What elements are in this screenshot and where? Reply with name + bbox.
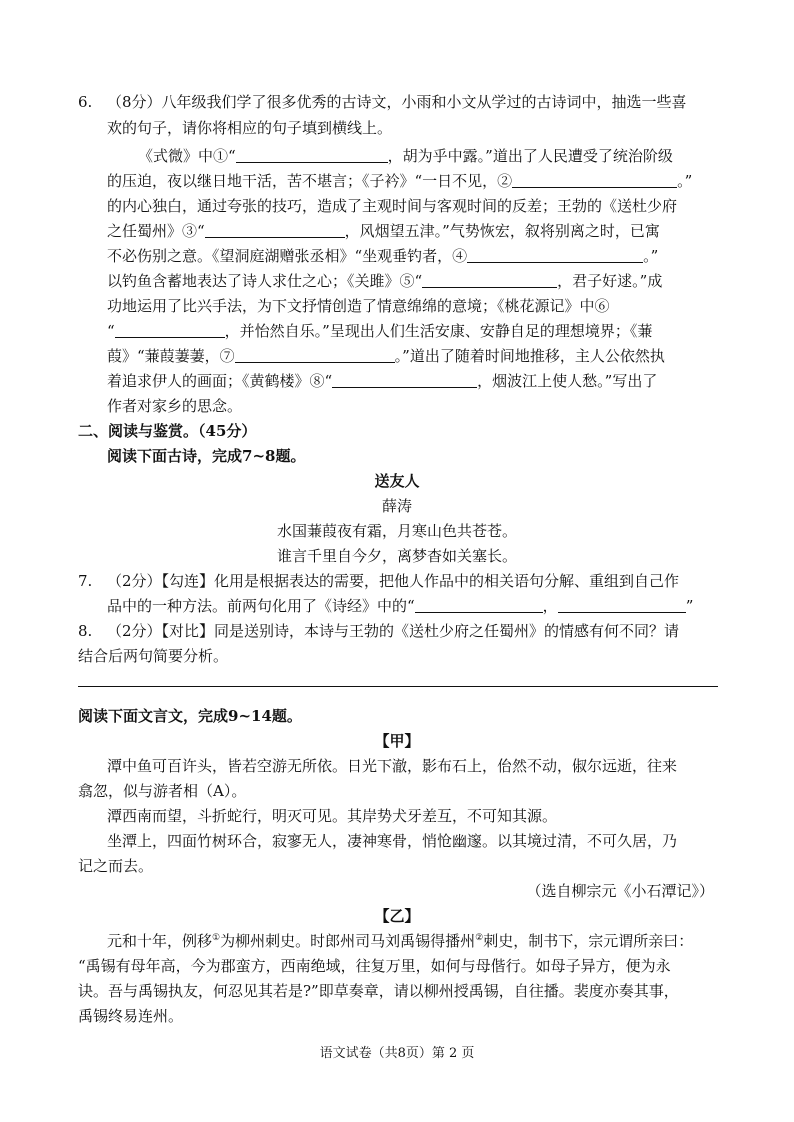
q6-line-9: 功地运用了比兴手法，为下文抒情创造了情意绵绵的意境；《桃花源记》中⑥ <box>107 297 610 315</box>
answer-blank-4[interactable] <box>467 248 643 263</box>
footnote-2-marker: ② <box>475 933 484 943</box>
answer-blank-q7-b[interactable] <box>558 598 686 613</box>
q6-line-7: 不必伤别之意。《望洞庭湖赠张丞相》“坐观垂钓者，④ 。” <box>107 247 659 265</box>
q8-line-1: （2分）【对比】同是送别诗，本诗与王勃的《送杜少府之任蜀州》的情感有何不同？请 <box>107 622 680 640</box>
q6-number: 6. <box>78 93 93 111</box>
q6-line-8: 以钓鱼含蓄地表达了诗人求仕之心；《关雎》⑤“ ，君子好逑。”成 <box>107 272 663 290</box>
poem-line-1: 水国蒹葭夜有霜，月寒山色共苍苍。 <box>276 522 517 540</box>
q6-line-2: 欢的句子，请你将相应的句子填到横线上。 <box>107 119 393 137</box>
classical-instruction: 阅读下面文言文，完成9~14题。 <box>78 707 302 725</box>
yi-line-3: 诀。吾与禹锡执友，何忍见其若是?”即草奏章，请以柳州授禹锡，自往播。裴度亦奏其事， <box>78 982 679 1000</box>
yi-line-1: 元和十年，例移①为柳州刺史。时郎州司马刘禹锡得播州②刺史，制书下，宗元谓所亲曰： <box>107 932 694 950</box>
yi-line-4: 禹锡终易连州。 <box>78 1007 184 1025</box>
q6-line-12: 着追求伊人的画面；《黄鹤楼》⑧“ ，烟波江上使人愁。”写出了 <box>107 372 658 390</box>
q6-line-4: 的压迫，夜以继日地干活，苦不堪言；《子衿》“一日不见，② 。” <box>107 172 693 190</box>
jia-p1-line-1: 潭中鱼可百许头，皆若空游无所依。日光下澈，影布石上，佁然不动，俶尔远逝，往来 <box>107 757 678 775</box>
page-footer: 语文试卷（共8页）第 2 页 <box>319 1046 475 1061</box>
answer-blank-q7-a[interactable] <box>415 598 543 613</box>
q6-line-1: （8分）八年级我们学了很多优秀的古诗文，小雨和小文从学过的古诗词中，抽选一些喜 <box>107 93 687 111</box>
poem-title: 送友人 <box>374 472 420 490</box>
jia-p1-line-2: 翕忽，似与游者相（A）。 <box>78 782 247 800</box>
q6-line-10: “ ，并怡然自乐。”呈现出人们生活安康、安静自足的理想境界；《蒹 <box>107 322 653 340</box>
q6-line-3: 《式微》中①“ ，胡为乎中露。”道出了人民遭受了统治阶级 <box>138 147 673 165</box>
yi-heading: 【乙】 <box>374 907 420 925</box>
poem-instruction: 阅读下面古诗，完成7~8题。 <box>107 447 306 465</box>
answer-blank-1[interactable] <box>236 148 388 163</box>
q7-line-1: （2分）【勾连】化用是根据表达的需要，把他人作品中的相关语句分解、重组到自己作 <box>107 572 680 590</box>
jia-p3-line-2: 记之而去。 <box>78 857 154 875</box>
poem-author: 薛涛 <box>381 497 412 515</box>
answer-blank-2[interactable] <box>512 173 677 188</box>
jia-source: （选自柳宗元《小石潭记》） <box>526 882 714 900</box>
answer-blank-6[interactable] <box>115 323 225 338</box>
footnote-1-marker: ① <box>212 933 221 943</box>
answer-blank-8[interactable] <box>332 373 477 388</box>
jia-p3-line-1: 坐潭上，四面竹树环合，寂寥无人，凄神寒骨，悄怆幽邃。以其境过清，不可久居，乃 <box>107 832 678 850</box>
answer-blank-7[interactable] <box>235 348 395 363</box>
q6-line-13: 作者对家乡的思念。 <box>107 397 243 415</box>
q8-line-2: 结合后两句简要分析。 <box>78 647 229 665</box>
q8-answer-line[interactable] <box>78 686 718 687</box>
q6-line-6: 之任蜀州》③“ ，风烟望五津。”气势恢宏，叙将别离之时，已寓 <box>107 222 660 240</box>
answer-blank-3[interactable] <box>205 223 345 238</box>
q7-number: 7. <box>78 572 93 590</box>
section-2-heading: 二、阅读与鉴赏。（45分） <box>78 422 257 440</box>
answer-blank-5[interactable] <box>422 273 557 288</box>
jia-heading: 【甲】 <box>374 732 420 750</box>
q6-line-5: 的内心独白，通过夸张的技巧，造成了主观时间与客观时间的反差；王勃的《送杜少府 <box>107 197 678 215</box>
q8-number: 8. <box>78 622 93 640</box>
q7-line-2: 品中的一种方法。前两句化用了《诗经》中的“ ， ” <box>107 597 694 615</box>
q6-line-11: 葭》“蒹葭萋萋，⑦ 。”道出了随着时间地推移，主人公依然执 <box>107 347 665 365</box>
yi-line-2: “禹锡有母年高，今为郡蛮方，西南绝域，往复万里，如何与母偕行。如母子异方，便为永 <box>78 957 671 975</box>
jia-p2: 潭西南而望，斗折蛇行，明灭可见。其岸势犬牙差互，不可知其源。 <box>107 807 558 825</box>
poem-line-2: 谁言千里自今夕，离梦杳如关塞长。 <box>276 547 517 565</box>
